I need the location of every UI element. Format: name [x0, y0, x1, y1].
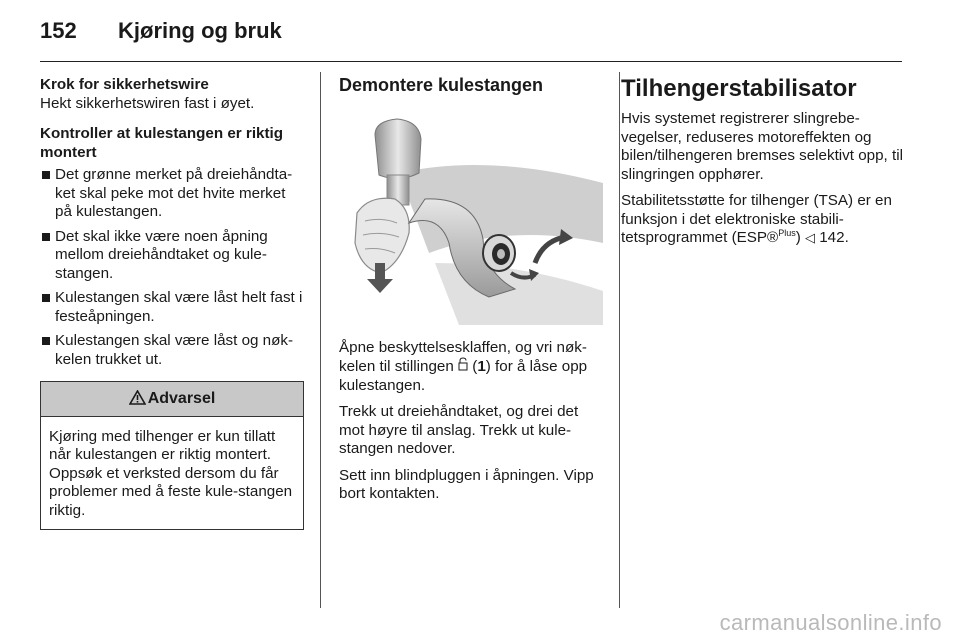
list-item: Det skal ikke være noen åpning mellom dreiehåndtaket og kule-stangen. — [40, 228, 304, 284]
bullet-square-icon — [42, 294, 50, 302]
warning-text: Kjøring med tilhenger er kun tillatt når kulestangen er riktig montert. Oppsøk et verksted dersom du får problemer med å feste kule-stangen riktig. — [49, 427, 293, 519]
heading-remove-towbar: Demontere kulestangen — [339, 75, 544, 95]
instruction-insert-plug: Sett inn blindpluggen i åpningen. Vipp bort kontakten. — [339, 466, 594, 502]
bullet-square-icon — [42, 337, 50, 345]
esp-plus-superscript: Plus — [778, 227, 796, 238]
heading-check-mounting: Kontroller at kulestangen er riktig montert — [40, 125, 284, 161]
column-left — [40, 76, 304, 530]
unlock-icon — [458, 357, 468, 371]
column-middle — [339, 76, 603, 512]
column-divider-1 — [320, 72, 321, 608]
list-item: Kulestangen skal være låst helt fast i festeåpningen. — [40, 289, 304, 326]
bullet-square-icon — [42, 171, 50, 179]
page-reference-arrow-icon: ◁ — [805, 230, 816, 245]
instruction-pull-handle: Trekk ut dreiehåndtaket, og drei det mot høyre til anslag. Trekk ut kule-stangen nedover. — [339, 403, 579, 457]
heading-safety-wire: Krok for sikkerhetswire — [40, 76, 209, 93]
page-reference[interactable]: 142. — [815, 229, 849, 246]
watermark: carmanualsonline.info — [719, 610, 942, 635]
header-rule — [40, 61, 902, 62]
page-header — [40, 18, 282, 44]
column-right — [621, 76, 906, 256]
page-number: 152 — [40, 18, 77, 43]
text-stabilizer-description: Hvis systemet registrerer slingrebe-vegelser, reduseres motoreffekten og bilen/tilhengeren bremses selektivt opp, til slingringen opphører. — [621, 110, 903, 183]
instruction-open-flap: Åpne beskyttelsesklaffen, og vri nøk-kelen til stillingen (1) for å låse opp kulestangen. — [339, 338, 588, 394]
list-item: Det grønne merket på dreiehåndta-ket skal peke mot det hvite merket på kulestangen. — [40, 166, 304, 222]
warning-header — [41, 382, 303, 417]
warning-title: Advarsel — [147, 390, 216, 407]
text-safety-wire: Hekt sikkerhetswiren fast i øyet. — [40, 94, 255, 112]
warning-box — [40, 381, 304, 530]
towbar-removal-illustration — [339, 113, 603, 325]
heading-trailer-stabilizer: Tilhengerstabilisator — [621, 75, 857, 102]
list-item: Kulestangen skal være låst og nøk-kelen trukket ut. — [40, 332, 304, 369]
column-divider-2 — [619, 72, 620, 608]
warning-triangle-icon — [129, 390, 146, 405]
bullet-square-icon — [42, 233, 50, 241]
text-tsa-description: Stabilitetsstøtte for tilhenger (TSA) er en funksjon i det elektroniske stabili-tetsprogrammet (ESP®$^{Plus}$) ◁ 142. — [621, 192, 892, 246]
chapter-title: Kjøring og bruk — [118, 18, 282, 43]
